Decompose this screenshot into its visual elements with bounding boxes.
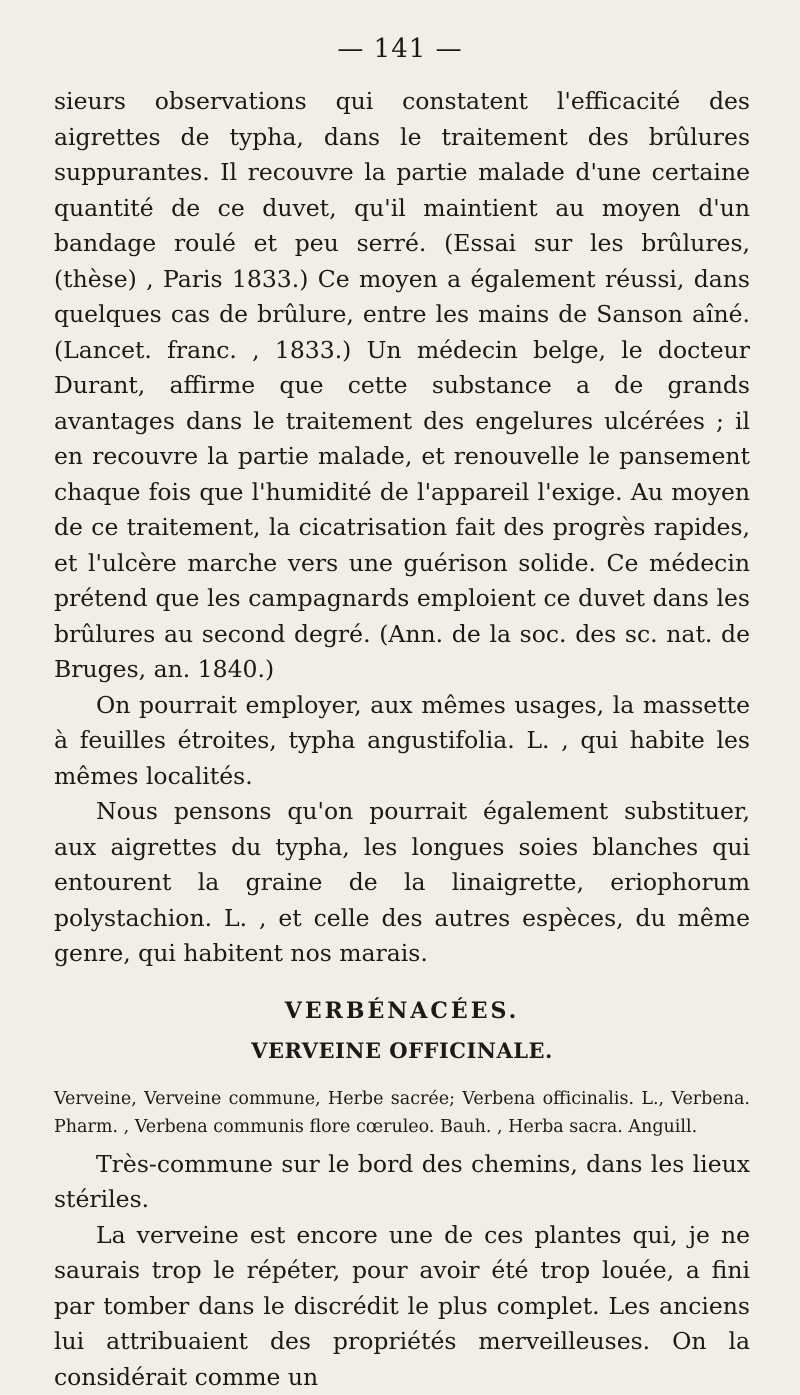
paragraph: On pourrait employer, aux mêmes usages, la massette à feuilles étroites, typha angustifolia. L. , qui habite les mêmes localités. [54,688,750,795]
body-text-continued [54,1147,750,1395]
paragraph: La verveine est encore une de ces plantes qui, je ne saurais trop le répéter, pour avoir été trop louée, a fini par tomber dans le discrédit le plus complet. Les anciens lui attribuaient des propriétés merveilleuses. On la considérait comme un [54,1218,750,1395]
synonyms-text: Verveine, Verveine commune, Herbe sacrée; Verbena officinalis. L., Verbena. Pharm. , Verbena communis flore cœruleo. Bauh. , Herba sacra. Anguill. [54,1085,750,1141]
body-text [54,84,750,972]
paragraph: sieurs observations qui constatent l'efficacité des aigrettes de typha, dans le traitement des brûlures suppurantes. Il recouvre la partie malade d'une certaine quantité de ce duvet, qu'il maintient au moyen d'un bandage roulé et peu serré. (Essai sur les brûlures, (thèse) , Paris 1833.) Ce moyen a également réussi, dans quelques cas de brûlure, entre les mains de Sanson aîné. (Lancet. franc. , 1833.) Un médecin belge, le docteur Durant, affirme que cette substance a de grands avantages dans le traitement des engelures ulcérées ; il en recouvre la partie malade, et renouvelle le pansement chaque fois que l'humidité de l'appareil l'exige. Au moyen de ce traitement, la cicatrisation fait des progrès rapides, et l'ulcère marche vers une guérison solide. Ce médecin prétend que les campagnards emploient ce duvet dans les brûlures au second degré. (Ann. de la soc. des sc. nat. de Bruges, an. 1840.) [54,84,750,688]
paragraph: Très-commune sur le bord des chemins, dans les lieux stériles. [54,1147,750,1218]
plant-heading: VERVEINE OFFICINALE. [54,1038,750,1063]
section-heading: VERBÉNACÉES. [54,998,750,1024]
paragraph: Nous pensons qu'on pourrait également substituer, aux aigrettes du typha, les longues soies blanches qui entourent la graine de la linaigrette, eriophorum polystachion. L. , et celle des autres espèces, du même genre, qui habitent nos marais. [54,794,750,972]
page-number: — 141 — [0,34,800,64]
